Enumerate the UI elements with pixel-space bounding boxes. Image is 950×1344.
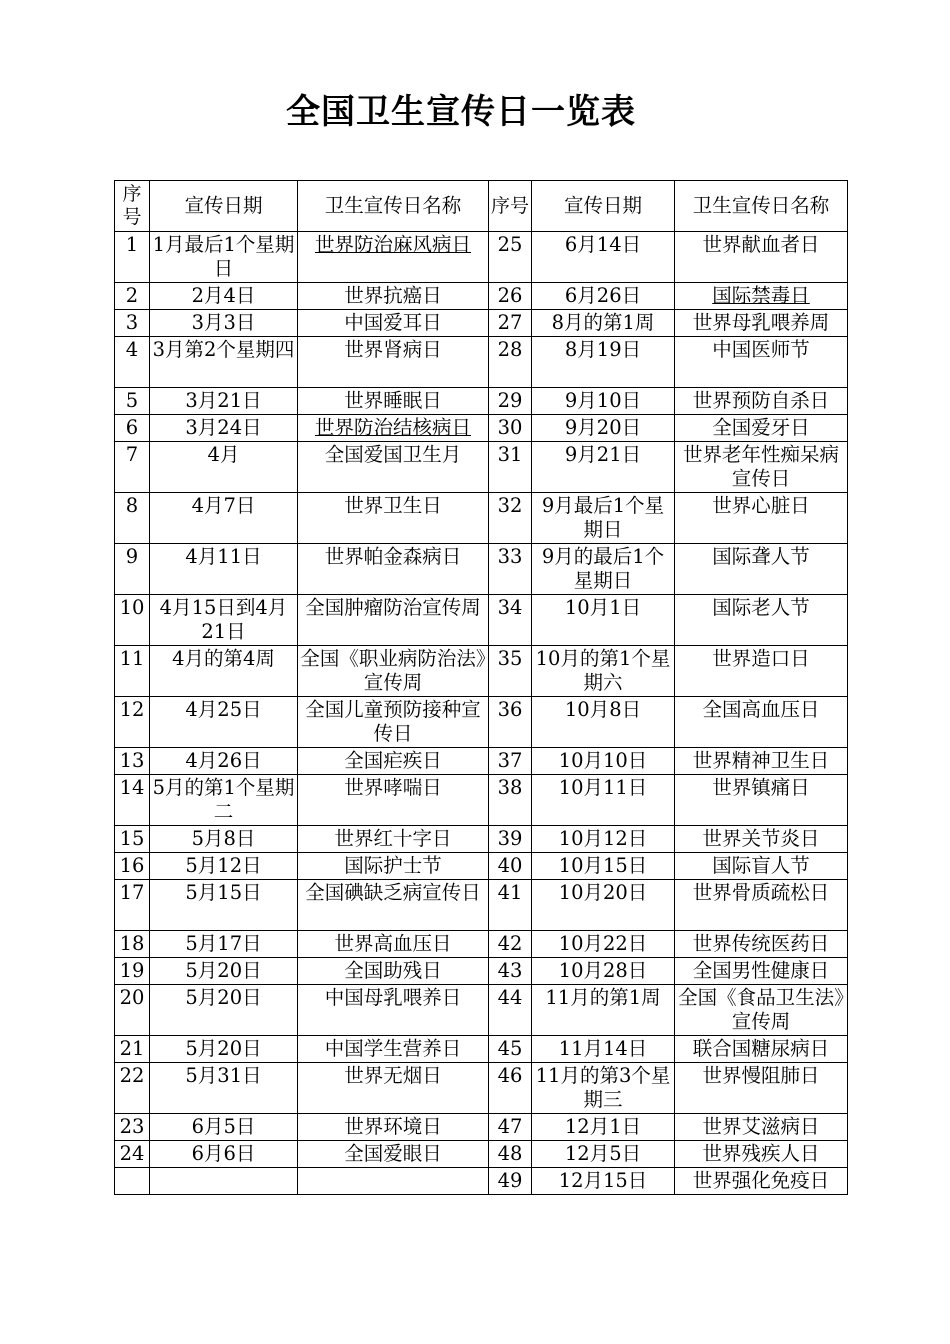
index-cell: 15 [115,826,150,853]
date-cell: 5月20日 [150,958,298,985]
table-row [115,337,848,388]
header-index: 序号 [115,181,150,232]
date-cell: 4月的第4周 [150,646,298,697]
header-date-2: 宣传日期 [532,181,675,232]
date-cell: 4月26日 [150,748,298,775]
date-cell: 5月31日 [150,1063,298,1114]
index-cell: 22 [115,1063,150,1114]
index-cell: 49 [489,1168,532,1195]
table-row [115,1063,848,1114]
date-cell: 5月17日 [150,931,298,958]
name-cell: 国际护士节 [298,853,489,880]
table-row [115,1036,848,1063]
table-row [115,958,848,985]
date-cell: 4月25日 [150,697,298,748]
index-cell: 42 [489,931,532,958]
name-cell: 国际禁毒日 [675,283,848,310]
index-cell: 5 [115,388,150,415]
table-row [115,232,848,283]
name-cell: 世界防治结核病日 [298,415,489,442]
name-cell: 国际盲人节 [675,853,848,880]
table-row [115,985,848,1036]
table-row [115,748,848,775]
date-cell: 10月20日 [532,880,675,931]
index-cell: 36 [489,697,532,748]
table-row [115,880,848,931]
index-cell: 33 [489,544,532,595]
index-cell: 44 [489,985,532,1036]
name-cell: 世界骨质疏松日 [675,880,848,931]
date-cell: 1月最后1个星期日 [150,232,298,283]
name-cell: 国际聋人节 [675,544,848,595]
name-cell: 全国《食品卫生法》宣传周 [675,985,848,1036]
date-cell: 10月28日 [532,958,675,985]
index-cell: 48 [489,1141,532,1168]
date-cell: 12月15日 [532,1168,675,1195]
date-cell: 10月1日 [532,595,675,646]
index-cell: 23 [115,1114,150,1141]
date-cell: 10月的第1个星期六 [532,646,675,697]
name-cell: 全国爱眼日 [298,1141,489,1168]
date-cell: 12月5日 [532,1141,675,1168]
index-cell: 24 [115,1141,150,1168]
name-cell: 世界心脏日 [675,493,848,544]
date-cell: 3月3日 [150,310,298,337]
table-row [115,1141,848,1168]
name-cell: 中国母乳喂养日 [298,985,489,1036]
date-cell: 6月26日 [532,283,675,310]
index-cell: 47 [489,1114,532,1141]
name-cell: 世界慢阻肺日 [675,1063,848,1114]
index-cell: 26 [489,283,532,310]
date-cell [150,1168,298,1195]
index-cell: 2 [115,283,150,310]
date-cell: 4月7日 [150,493,298,544]
table-header-row [115,181,848,232]
name-cell: 全国爱牙日 [675,415,848,442]
table-body [115,232,848,1195]
name-cell [298,1168,489,1195]
page-title: 全国卫生宣传日一览表 [286,92,636,132]
name-cell: 世界高血压日 [298,931,489,958]
date-cell: 4月15日到4月21日 [150,595,298,646]
name-cell: 世界传统医药日 [675,931,848,958]
name-cell: 全国《职业病防治法》宣传周 [298,646,489,697]
date-cell: 11月14日 [532,1036,675,1063]
index-cell: 25 [489,232,532,283]
index-cell: 18 [115,931,150,958]
date-cell: 11月的第3个星期三 [532,1063,675,1114]
name-cell: 全国爱国卫生月 [298,442,489,493]
date-cell: 9月10日 [532,388,675,415]
name-cell: 世界残疾人日 [675,1141,848,1168]
name-cell: 全国碘缺乏病宣传日 [298,880,489,931]
name-cell: 世界艾滋病日 [675,1114,848,1141]
table-row [115,697,848,748]
index-cell: 13 [115,748,150,775]
date-cell: 4月 [150,442,298,493]
date-cell: 6月5日 [150,1114,298,1141]
name-cell: 世界红十字日 [298,826,489,853]
header-index-2: 序号 [489,181,532,232]
date-cell: 10月22日 [532,931,675,958]
index-cell: 1 [115,232,150,283]
index-cell: 20 [115,985,150,1036]
date-cell: 5月15日 [150,880,298,931]
name-cell: 世界睡眠日 [298,388,489,415]
index-cell: 4 [115,337,150,388]
name-cell: 世界造口日 [675,646,848,697]
name-cell: 世界卫生日 [298,493,489,544]
date-cell: 5月8日 [150,826,298,853]
date-cell: 3月24日 [150,415,298,442]
table-row [115,283,848,310]
date-cell: 9月20日 [532,415,675,442]
date-cell: 9月的最后1个星期日 [532,544,675,595]
index-cell: 7 [115,442,150,493]
table-row [115,1114,848,1141]
name-cell: 全国助残日 [298,958,489,985]
name-cell: 国际老人节 [675,595,848,646]
name-cell: 世界母乳喂养周 [675,310,848,337]
date-cell: 6月14日 [532,232,675,283]
name-cell: 世界镇痛日 [675,775,848,826]
index-cell: 41 [489,880,532,931]
date-cell: 6月6日 [150,1141,298,1168]
header-name-2: 卫生宣传日名称 [675,181,848,232]
name-cell: 全国儿童预防接种宣传日 [298,697,489,748]
date-cell: 8月的第1周 [532,310,675,337]
index-cell [115,1168,150,1195]
index-cell: 14 [115,775,150,826]
name-cell: 世界关节炎日 [675,826,848,853]
date-cell: 5月12日 [150,853,298,880]
name-cell: 全国疟疾日 [298,748,489,775]
date-cell: 11月的第1周 [532,985,675,1036]
health-days-table [114,180,848,1195]
table-row [115,775,848,826]
date-cell: 5月的第1个星期二 [150,775,298,826]
table-row [115,310,848,337]
table-row [115,493,848,544]
date-cell: 5月20日 [150,1036,298,1063]
date-cell: 10月12日 [532,826,675,853]
table-row [115,1168,848,1195]
table-row [115,853,848,880]
name-cell: 世界防治麻风病日 [298,232,489,283]
index-cell: 29 [489,388,532,415]
index-cell: 11 [115,646,150,697]
table-row [115,415,848,442]
name-cell: 世界无烟日 [298,1063,489,1114]
header-name: 卫生宣传日名称 [298,181,489,232]
index-cell: 9 [115,544,150,595]
date-cell: 9月最后1个星期日 [532,493,675,544]
name-cell: 全国高血压日 [675,697,848,748]
date-cell: 10月10日 [532,748,675,775]
index-cell: 38 [489,775,532,826]
table-row [115,544,848,595]
table-row [115,646,848,697]
index-cell: 46 [489,1063,532,1114]
index-cell: 10 [115,595,150,646]
date-cell: 5月20日 [150,985,298,1036]
index-cell: 6 [115,415,150,442]
name-cell: 世界献血者日 [675,232,848,283]
name-cell: 全国男性健康日 [675,958,848,985]
index-cell: 17 [115,880,150,931]
name-cell: 世界帕金森病日 [298,544,489,595]
index-cell: 40 [489,853,532,880]
name-cell: 世界预防自杀日 [675,388,848,415]
name-cell: 世界肾病日 [298,337,489,388]
date-cell: 9月21日 [532,442,675,493]
name-cell: 世界精神卫生日 [675,748,848,775]
index-cell: 37 [489,748,532,775]
date-cell: 12月1日 [532,1114,675,1141]
table-row [115,931,848,958]
index-cell: 27 [489,310,532,337]
table-row [115,595,848,646]
index-cell: 16 [115,853,150,880]
index-cell: 32 [489,493,532,544]
date-cell: 3月21日 [150,388,298,415]
index-cell: 30 [489,415,532,442]
index-cell: 35 [489,646,532,697]
name-cell: 中国学生营养日 [298,1036,489,1063]
name-cell: 世界抗癌日 [298,283,489,310]
header-date: 宣传日期 [150,181,298,232]
date-cell: 2月4日 [150,283,298,310]
index-cell: 39 [489,826,532,853]
date-cell: 8月19日 [532,337,675,388]
date-cell: 10月8日 [532,697,675,748]
table-row [115,826,848,853]
index-cell: 8 [115,493,150,544]
name-cell: 世界强化免疫日 [675,1168,848,1195]
date-cell: 10月11日 [532,775,675,826]
index-cell: 43 [489,958,532,985]
name-cell: 全国肿瘤防治宣传周 [298,595,489,646]
name-cell: 世界老年性痴呆病宣传日 [675,442,848,493]
table-row [115,388,848,415]
name-cell: 世界哮喘日 [298,775,489,826]
index-cell: 28 [489,337,532,388]
name-cell: 中国医师节 [675,337,848,388]
index-cell: 3 [115,310,150,337]
index-cell: 21 [115,1036,150,1063]
index-cell: 45 [489,1036,532,1063]
name-cell: 世界环境日 [298,1114,489,1141]
index-cell: 19 [115,958,150,985]
date-cell: 3月第2个星期四 [150,337,298,388]
name-cell: 联合国糖尿病日 [675,1036,848,1063]
index-cell: 12 [115,697,150,748]
date-cell: 10月15日 [532,853,675,880]
table-row [115,442,848,493]
index-cell: 34 [489,595,532,646]
date-cell: 4月11日 [150,544,298,595]
index-cell: 31 [489,442,532,493]
name-cell: 中国爱耳日 [298,310,489,337]
